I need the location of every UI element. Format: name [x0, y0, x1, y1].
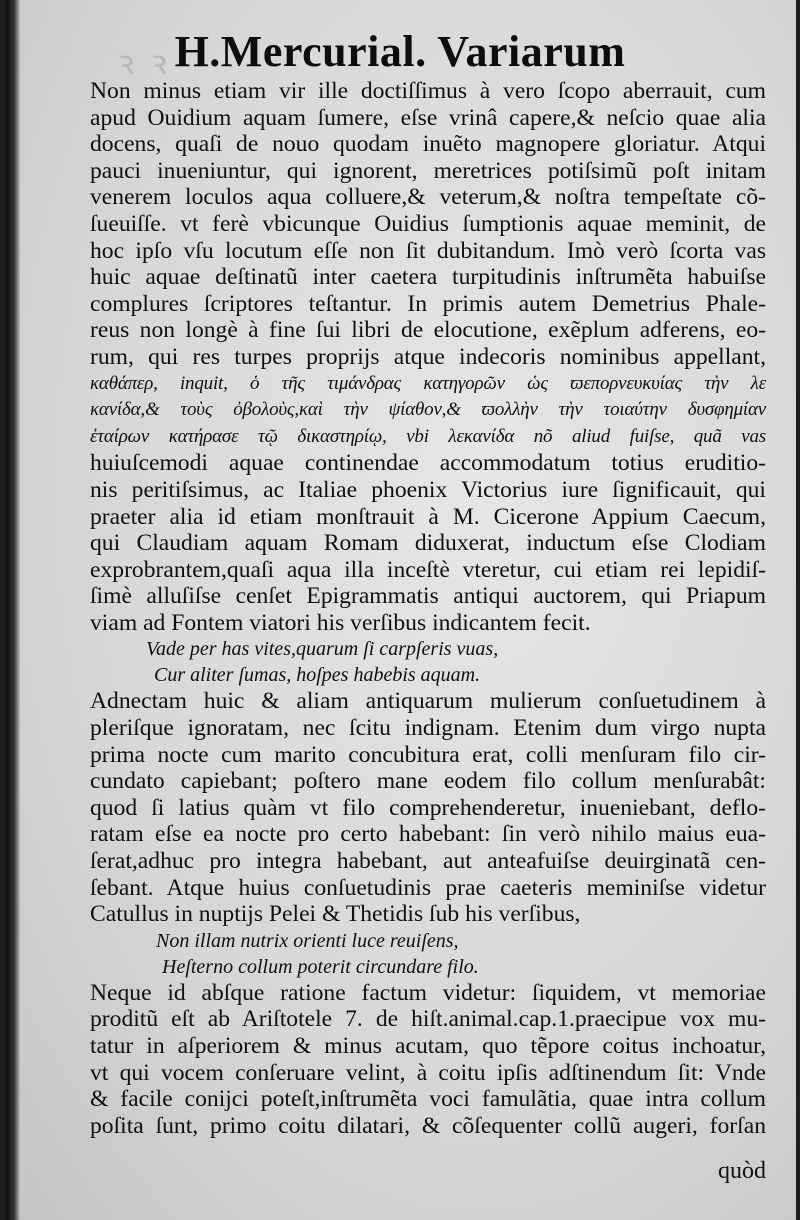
- text-line: pleriſque ignoratam, nec ſcitu indignam. Etenim dum virgo nupta: [90, 715, 766, 742]
- text-line: ſueuiſſe. vt ferè vbicunque Ouidius ſumptionis aquae meminit, de: [90, 210, 766, 237]
- verse-quote-2: [90, 928, 766, 980]
- greek-text-line: καθάπερ, inquit, ὁ τῆς τιμάνδρας κατηγορῶν ὡς ϖεπορνευκυίας τὴν λε: [90, 372, 766, 394]
- text-line: venerem loculos aqua colluere,& veterum,& noſtra tempeſtate cõ-: [90, 184, 766, 211]
- text-line: reus non longè à fine ſui libri de elocutione, exẽplum adferens, eo-: [90, 317, 766, 344]
- text-line: apud Ouidium aquam ſumere, eſse vrinâ capere,& neſcio quae alia: [90, 104, 766, 131]
- text-line: pauci inueniuntur, qui ignorent, meretrices potiſsimũ poſt initam: [90, 157, 766, 184]
- text-line: ſerat,adhuc pro integra habebant, aut anteafuiſse deuirginatã cen-: [90, 848, 766, 875]
- greek-text-line: ἑταίρων κατήρασε τῷ δικαστηρίῳ, vbi λεκανίδα nõ aliud fuiſse, quã vas: [90, 425, 766, 447]
- page-edge-shadow: [6, 0, 20, 1220]
- catchword: quòd: [718, 1158, 766, 1184]
- text-line: complures ſcriptores teſtantur. In primis autem Demetrius Phale-: [90, 290, 766, 317]
- greek-text-line: κανίδα,& τοὺς ὀβολοὺς,καὶ τὴν ψίαθον,& ϖολλὴν τὴν τοιαύτην δυσφημίαν: [90, 399, 766, 421]
- text-line: vt qui vocem conſeruare velint, à coitu ipſis adſtinendum ſit: Vnde: [90, 1059, 766, 1086]
- text-line: huiuſcemodi aquae continendae accommodatum totius eruditio-: [90, 450, 766, 477]
- paragraph-3: [90, 980, 766, 1140]
- text-line: ratam eſse ea nocte pro certo habebant: ſin verò nihilo maius eua-: [90, 821, 766, 848]
- text-line: hoc ipſo vſu locutum eſſe non ſit dubitandum. Imò verò ſcorta vas: [90, 237, 766, 264]
- text-line: ſimè alluſiſse cenſet Epigrammatis antiqui auctorem, qui Priapum: [90, 583, 766, 610]
- text-line: prima nocte cum marito concubitura erat, colli menſuram filo cir-: [90, 741, 766, 768]
- text-line: tatur in aſperiorem & minus acutam, quo tẽpore coitus inchoatur,: [90, 1033, 766, 1059]
- text-line: Non minus etiam vir ille doctiſſimus à vero ſcopo aberrauit, cum: [90, 78, 766, 104]
- paragraph-2: [90, 688, 766, 927]
- text-line: exprobrantem,quaſi aqua illa inceſtè vteretur, cui etiam rei lepidiſ-: [90, 556, 766, 583]
- text-line: cundato capiebant; poſtero mane eodem filo collum menſurabât:: [90, 768, 766, 795]
- text-line: proditũ eſt ab Ariſtotele 7. de hiſt.animal.cap.1.praecipue vox mu-: [90, 1006, 766, 1033]
- main-text: [90, 78, 766, 1139]
- text-line: Adnectam huic & aliam antiquarum mulierum conſuetudinem à: [90, 688, 766, 715]
- text-line: Neque id abſque ratione factum videtur: ſiquidem, vt memoriae: [90, 979, 766, 1006]
- verse-line: Cur aliter ſumas, hoſpes habebis aquam.: [154, 664, 481, 687]
- text-line: qui Claudiam aquam Romam diduxerat, inductum eſse Clodiam: [90, 530, 766, 557]
- text-line: praeter alia id etiam monſtrauit à M. Cicerone Appium Caecum,: [90, 503, 766, 530]
- text-line: nis peritiſsimus, ac Italiae phoenix Victorius iure ſignificauit, qui: [90, 476, 766, 503]
- bleed-through-page-number: ꝛ ꝛ: [118, 43, 171, 83]
- text-line: rum, qui res turpes proprijs atque indecoris nominibus appellant,: [90, 343, 766, 370]
- text-line: docens, quaſi de nouo quodam inuẽto magnopere gloriatur. Atqui: [90, 131, 766, 158]
- paragraph-1: [90, 78, 766, 636]
- running-header: H.Mercurial. Variarum: [174, 27, 626, 76]
- text-line: Catullus in nuptijs Pelei & Thetidis ſub his verſibus,: [90, 901, 581, 928]
- verse-line: Non illam nutrix orienti luce reuiſens,: [156, 929, 459, 952]
- text-line: & facile conijci poteſt,inſtrumẽta voci famulãtia, quae intra collum: [90, 1086, 766, 1113]
- text-line: huic aquae deſtinatũ inter caetera turpitudinis inſtrumẽta habuiſse: [90, 264, 766, 291]
- verse-quote-1: [90, 636, 766, 688]
- verse-line: Vade per has vites,quarum ſi carpſeris vuas,: [146, 638, 499, 661]
- verse-line: Heſterno collum poterit circundare filo.: [162, 955, 479, 978]
- text-line: quod ſi latius quàm vt filo comprehenderetur, inueniebant, deflo-: [90, 794, 766, 821]
- text-line: viam ad Fontem viatori his verſibus indicantem fecit.: [90, 609, 591, 636]
- text-line: ſebant. Atque huius conſuetudinis prae caeteris meminiſse videtur: [90, 874, 766, 901]
- text-line: poſita ſunt, primo coitu dilatari, & cõſequenter collũ augeri, forſan: [90, 1112, 766, 1139]
